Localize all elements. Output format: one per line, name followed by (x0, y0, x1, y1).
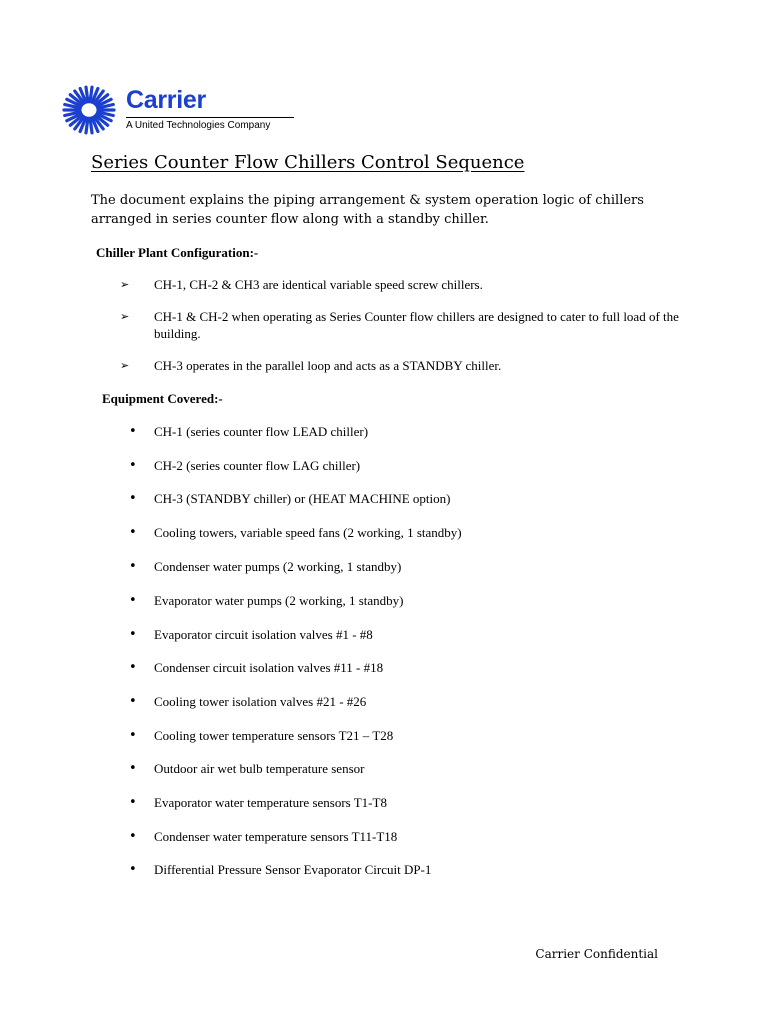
list-item-text: CH-2 (series counter flow LAG chiller) (154, 458, 361, 473)
dot-bullet-icon: • (129, 862, 137, 877)
list-item (129, 828, 669, 845)
dot-bullet-icon: • (129, 559, 137, 574)
list-item-text: Cooling tower isolation valves #21 - #26 (154, 694, 367, 709)
dot-bullet-icon: • (129, 660, 137, 675)
list-item-text: CH-1, CH-2 & CH3 are identical variable speed screw chillers. (154, 277, 483, 292)
list-item (129, 693, 669, 710)
list-item-text: Condenser water temperature sensors T11-T18 (154, 829, 398, 844)
list-item-text: CH-1 & CH-2 when operating as Series Counter flow chillers are designed to cater to full load of the building. (154, 309, 679, 341)
list-item (129, 423, 669, 440)
brand-divider (126, 117, 294, 118)
list-item (120, 276, 680, 293)
list-item-text: Cooling tower temperature sensors T21 – T28 (154, 728, 394, 743)
list-item-text: Differential Pressure Sensor Evaporator Circuit DP-1 (154, 862, 432, 877)
intro-paragraph: The document explains the piping arrangement & system operation logic of chillers arranged in series counter flow along with a standby chiller. (91, 193, 644, 227)
list-item-text: CH-3 operates in the parallel loop and acts as a STANDBY chiller. (154, 358, 502, 373)
list-item-text: Condenser water pumps (2 working, 1 standby) (154, 559, 402, 574)
list-item (129, 524, 669, 541)
dot-bullet-icon: • (129, 593, 137, 608)
list-item-text: Evaporator water temperature sensors T1-T8 (154, 795, 387, 810)
list-item (129, 760, 669, 777)
dot-bullet-icon: • (129, 424, 137, 439)
list-item (120, 308, 680, 342)
brand-name: Carrier (126, 86, 206, 114)
dot-bullet-icon: • (129, 795, 137, 810)
dot-bullet-icon: • (129, 458, 137, 473)
list-item (129, 794, 669, 811)
dot-bullet-icon: • (129, 761, 137, 776)
dot-bullet-icon: • (129, 491, 137, 506)
dot-bullet-icon: • (129, 694, 137, 709)
list-item (129, 457, 669, 474)
list-item-text: CH-3 (STANDBY chiller) or (HEAT MACHINE option) (154, 491, 451, 506)
list-item (129, 626, 669, 643)
dot-bullet-icon: • (129, 728, 137, 743)
arrow-bullet-icon: ➢ (120, 310, 130, 323)
list-item (129, 592, 669, 609)
list-item-text: Evaporator water pumps (2 working, 1 standby) (154, 593, 404, 608)
list-item (129, 861, 669, 878)
arrow-bullet-icon: ➢ (120, 359, 130, 372)
list-item (129, 659, 669, 676)
carrier-sunburst-logo-icon (58, 84, 120, 136)
list-item (129, 558, 669, 575)
list-item-text: CH-1 (series counter flow LEAD chiller) (154, 424, 369, 439)
list-item-text: Condenser circuit isolation valves #11 - #18 (154, 660, 384, 675)
dot-bullet-icon: • (129, 829, 137, 844)
document-title: Series Counter Flow Chillers Control Sequence (91, 152, 525, 173)
arrow-bullet-icon: ➢ (120, 278, 130, 291)
dot-bullet-icon: • (129, 525, 137, 540)
list-item-text: Cooling towers, variable speed fans (2 working, 1 standby) (154, 525, 462, 540)
list-item (129, 727, 669, 744)
list-item (120, 357, 680, 374)
configuration-heading: Chiller Plant Configuration:- (96, 245, 259, 260)
list-item (129, 490, 669, 507)
equipment-heading: Equipment Covered:- (102, 391, 223, 406)
list-item-text: Outdoor air wet bulb temperature sensor (154, 761, 365, 776)
brand-tagline: A United Technologies Company (126, 120, 271, 131)
dot-bullet-icon: • (129, 627, 137, 642)
list-item-text: Evaporator circuit isolation valves #1 - #8 (154, 627, 373, 642)
footer-confidential: Carrier Confidential (535, 947, 658, 961)
